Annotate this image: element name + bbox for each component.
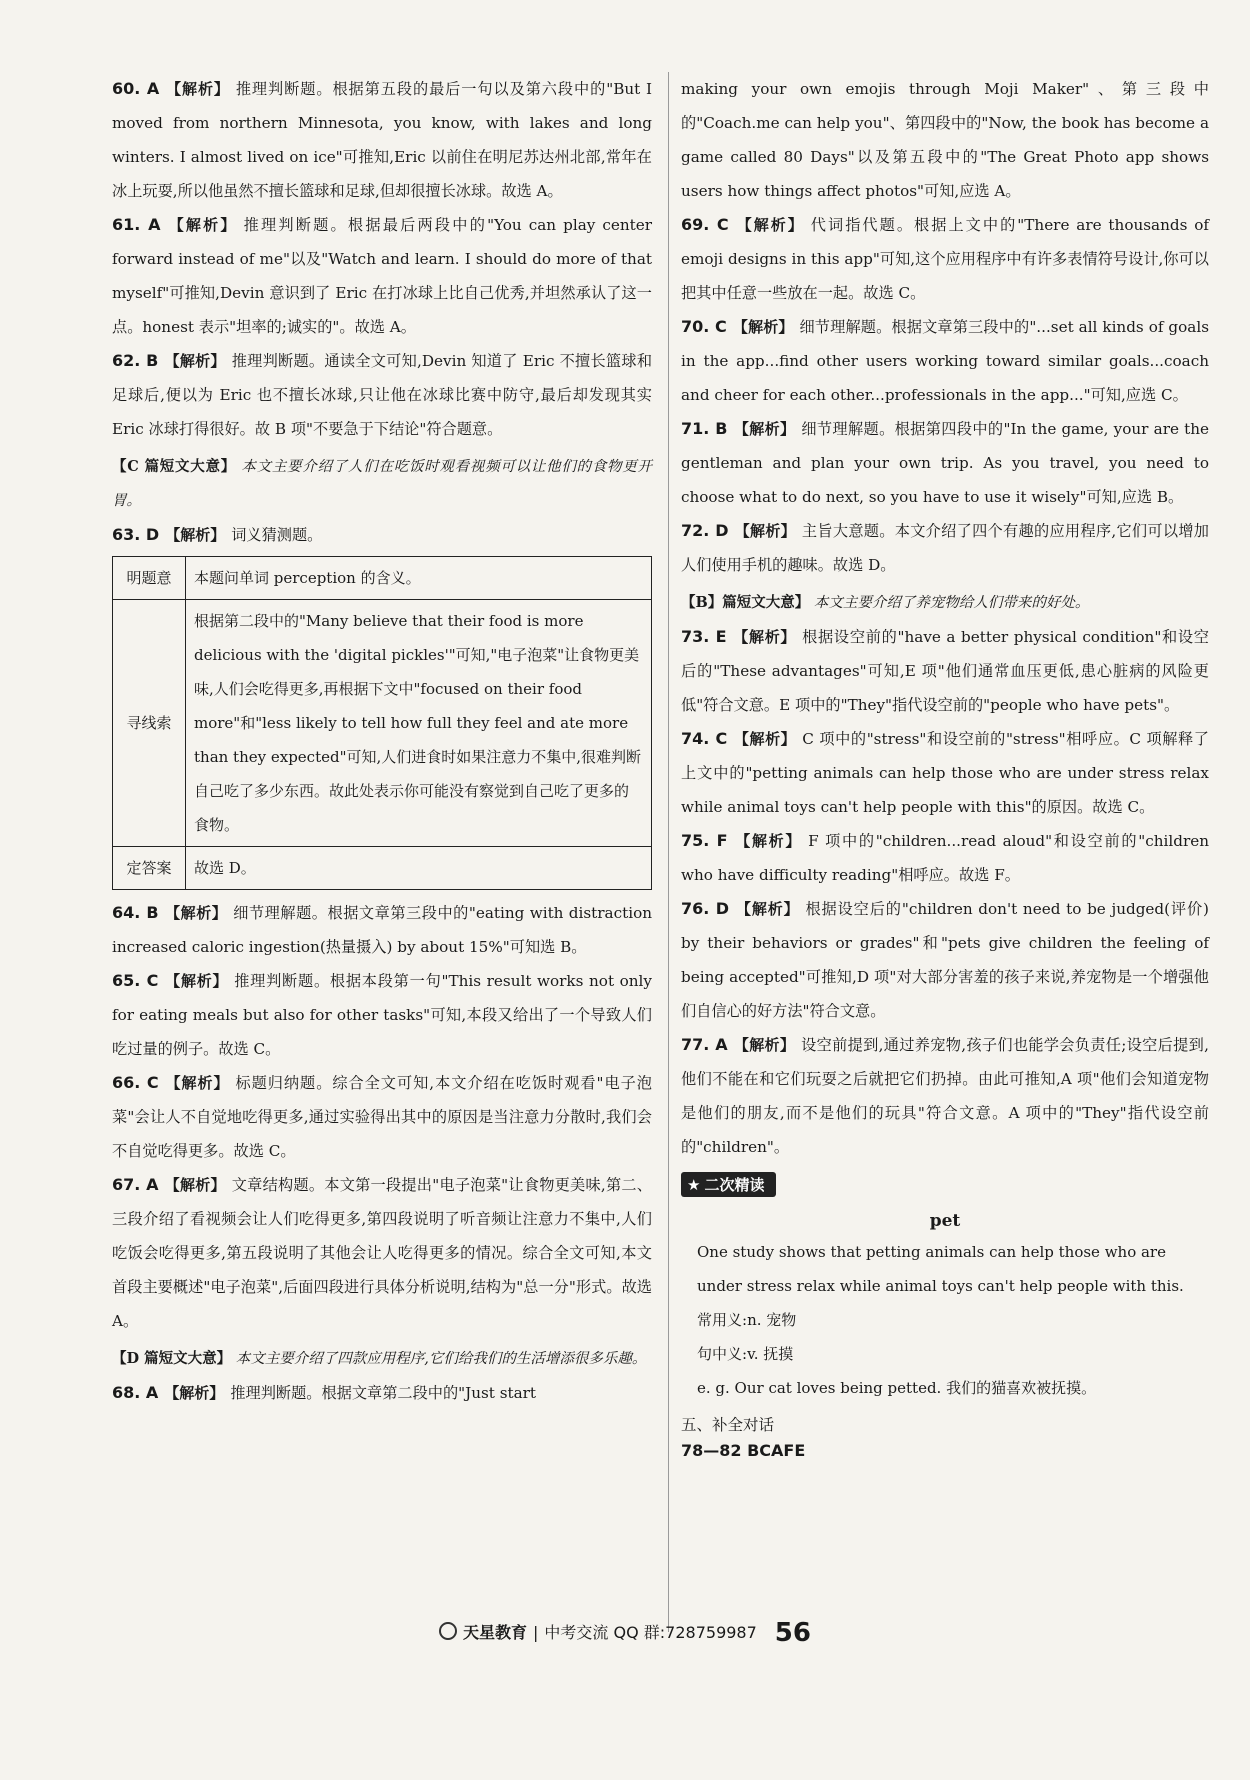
- summary-c: 【C 篇短文大意】 本文主要介绍了人们在吃饭时观看视频可以让他们的食物更开胃。: [112, 458, 653, 509]
- answer-77: 77. A 【解析】 设空前提到,通过养宠物,孩子们也能学会负责任;设空后提到,他们不能在和它们玩耍之后就把它们扔掉。由此可推知,A 项"他们会知道宠物是他们的朋友,而不是他们的玩具"符合文意。A 项中的"They"指代设空前的"children"。: [681, 1035, 1209, 1156]
- answer-68: 68. A 【解析】 推理判断题。根据文章第二段中的"Just start: [112, 1383, 537, 1402]
- answer-61: 61. A 【解析】 推理判断题。根据最后两段中的"You can play center forward instead of me"以及"Watch and learn. I should do more of that myself"可推知,Devin 意识到了 Eric 在打冰球上比自己优秀,并坦然承认了这一点。honest 表示"坦率的;诚实的"。故选 A。: [112, 215, 653, 336]
- star-icon: ★: [687, 1176, 701, 1194]
- table-head-cell: 寻线索: [113, 600, 186, 847]
- vocab-word: pet: [929, 1211, 961, 1231]
- second-reading-badge: ★ 二次精读: [681, 1172, 776, 1197]
- answer-63: 63. D 【解析】 词义猜测题。: [112, 525, 323, 544]
- table-row: [113, 557, 652, 600]
- brand-logo-icon: [439, 1622, 457, 1640]
- table-head-cell: 定答案: [113, 847, 186, 890]
- answer-72: 72. D 【解析】 主旨大意题。本文介绍了四个有趣的应用程序,它们可以增加人们使用手机的趣味。故选 D。: [681, 521, 1209, 574]
- answer-69: 69. C 【解析】 代词指代题。根据上文中的"There are thousands of emoji designs in this app"可知,这个应用程序中有许多表情符号设计,你可以把其中任意一些放在一起。故选 C。: [681, 215, 1209, 302]
- section-five-heading: 五、补全对话: [681, 1416, 775, 1434]
- answer-73: 73. E 【解析】 根据设空前的"have a better physical condition"和设空后的"These advantages"可知,E 项"他们通常血压更低,患心脏病的风险更低"符合文意。E 项中的"They"指代设空前的"people who have pets"。: [681, 627, 1209, 714]
- table-cell: 故选 D。: [186, 847, 652, 890]
- table-head-cell: 明题意: [113, 557, 186, 600]
- summary-b: 【B】篇短文大意】 本文主要介绍了养宠物给人们带来的好处。: [681, 594, 1090, 611]
- answer-70: 70. C 【解析】 细节理解题。根据文章第三段中的"...set all kinds of goals in the app...find other users working toward similar goals...coach and cheer for each other...professionals in the app..."可知,应选 C。: [681, 317, 1209, 404]
- brand-name: 天星教育: [463, 1623, 528, 1642]
- answer-65: 65. C 【解析】 推理判断题。根据本段第一句"This result works not only for eating meals but also for other tasks"可知,本段又给出了一个导致人们吃过量的例子。故选 C。: [112, 971, 652, 1058]
- page-number: 56: [774, 1618, 811, 1648]
- table-cell: 本题问单词 perception 的含义。: [186, 557, 652, 600]
- vocab-sentence: One study shows that petting animals can help those who are under stress relax while animal toys can't help people with this.: [697, 1243, 1184, 1295]
- footer-separator: |: [533, 1623, 539, 1642]
- answer-62: 62. B 【解析】 推理判断题。通读全文可知,Devin 知道了 Eric 不擅长篮球和足球后,便以为 Eric 也不擅长冰球,只让他在冰球比赛中防守,最后却发现其实 Eric 冰球打得很好。故 B 项"不要急于下结论"符合题意。: [112, 351, 653, 438]
- left-column: [112, 72, 652, 1410]
- analysis-table-63: [112, 556, 652, 890]
- common-meaning: 常用义:n. 宠物: [697, 1311, 797, 1329]
- answer-68-continued: making your own emojis through Moji Maker"、第三段中的"Coach.me can help you"、第四段中的"Now, the book has become a game called 80 Days"以及第五段中的"The Great Photo app shows users how things affect photos"可知,应选 A。: [681, 80, 1209, 200]
- page-footer: [0, 1618, 1250, 1648]
- table-cell: 根据第二段中的"Many believe that their food is more delicious with the 'digital pickles'"可知,"电子泡菜"让食物更美味,人们会吃得更多,再根据下文中"focused on their food more"和"less likely to tell how full they feel and ate more than they expected"可知,人们进食时如果注意力不集中,很难判断自己吃了多少东西。故此处表示你可能没有察觉到自己吃了更多的食物。: [186, 600, 652, 847]
- answer-71: 71. B 【解析】 细节理解题。根据第四段中的"In the game, your are the gentleman and plan your own trip. As you travel, you need to choose what to do next, so you have to use it wisely"可知,应选 B。: [681, 419, 1210, 506]
- answer-75: 75. F 【解析】 F 项中的"children...read aloud"和设空前的"children who have difficulty reading"相呼应。故选 F。: [681, 831, 1209, 884]
- example-sentence: e. g. Our cat loves being petted. 我们的猫喜欢被抚摸。: [697, 1379, 1097, 1397]
- answer-67: 67. A 【解析】 文章结构题。本文第一段提出"电子泡菜"让食物更美味,第二、三段介绍了看视频会让人们吃得更多,第四段说明了听音频让注意力不集中,人们吃饭会吃得更多,第五段说明了其他会让人吃得更多的情况。综合全文可知,本文首段主要概述"电子泡菜",后面四段进行具体分析说明,结构为"总一分"形式。故选 A。: [112, 1175, 652, 1330]
- answer-64: 64. B 【解析】 细节理解题。根据文章第三段中的"eating with distraction increased caloric ingestion(热量摄入) by about 15%"可知选 B。: [112, 903, 652, 956]
- answer-66: 66. C 【解析】 标题归纳题。综合全文可知,本文介绍在吃饭时观看"电子泡菜"会让人不自觉地吃得更多,通过实验得出其中的原因是当注意力分散时,我们会不自觉吃得更多。故选 C。: [112, 1073, 652, 1160]
- answer-76: 76. D 【解析】 根据设空后的"children don't need to be judged(评价) by their behaviors or grades"和"pets give children the feeling of being accepted"可推知,D 项"对大部分害羞的孩子来说,养宠物是一个增强他们自信心的好方法"符合文意。: [681, 899, 1209, 1020]
- answer-74: 74. C 【解析】 C 项中的"stress"和设空前的"stress"相呼应。C 项解释了上文中的"petting animals can help those who are under stress relax while animal toys can't help people with this"的原因。故选 C。: [681, 729, 1209, 816]
- table-row: [113, 600, 652, 847]
- qq-group: 中考交流 QQ 群:728759987: [544, 1623, 757, 1642]
- answers-78-82: 78—82 BCAFE: [681, 1441, 806, 1460]
- answer-60: 60. A 【解析】 推理判断题。根据第五段的最后一句以及第六段中的"But I moved from northern Minnesota, you know, with lakes and long winters. I almost lived on ice"可推知,Eric 以前住在明尼苏达州北部,常年在冰上玩耍,所以他虽然不擅长篮球和足球,但却很擅长冰球。故选 A。: [112, 79, 652, 200]
- summary-d: 【D 篇短文大意】 本文主要介绍了四款应用程序,它们给我们的生活增添很多乐趣。: [112, 1350, 647, 1367]
- table-row: [113, 847, 652, 890]
- in-sentence-meaning: 句中义:v. 抚摸: [697, 1345, 794, 1363]
- right-column: [668, 72, 1209, 1632]
